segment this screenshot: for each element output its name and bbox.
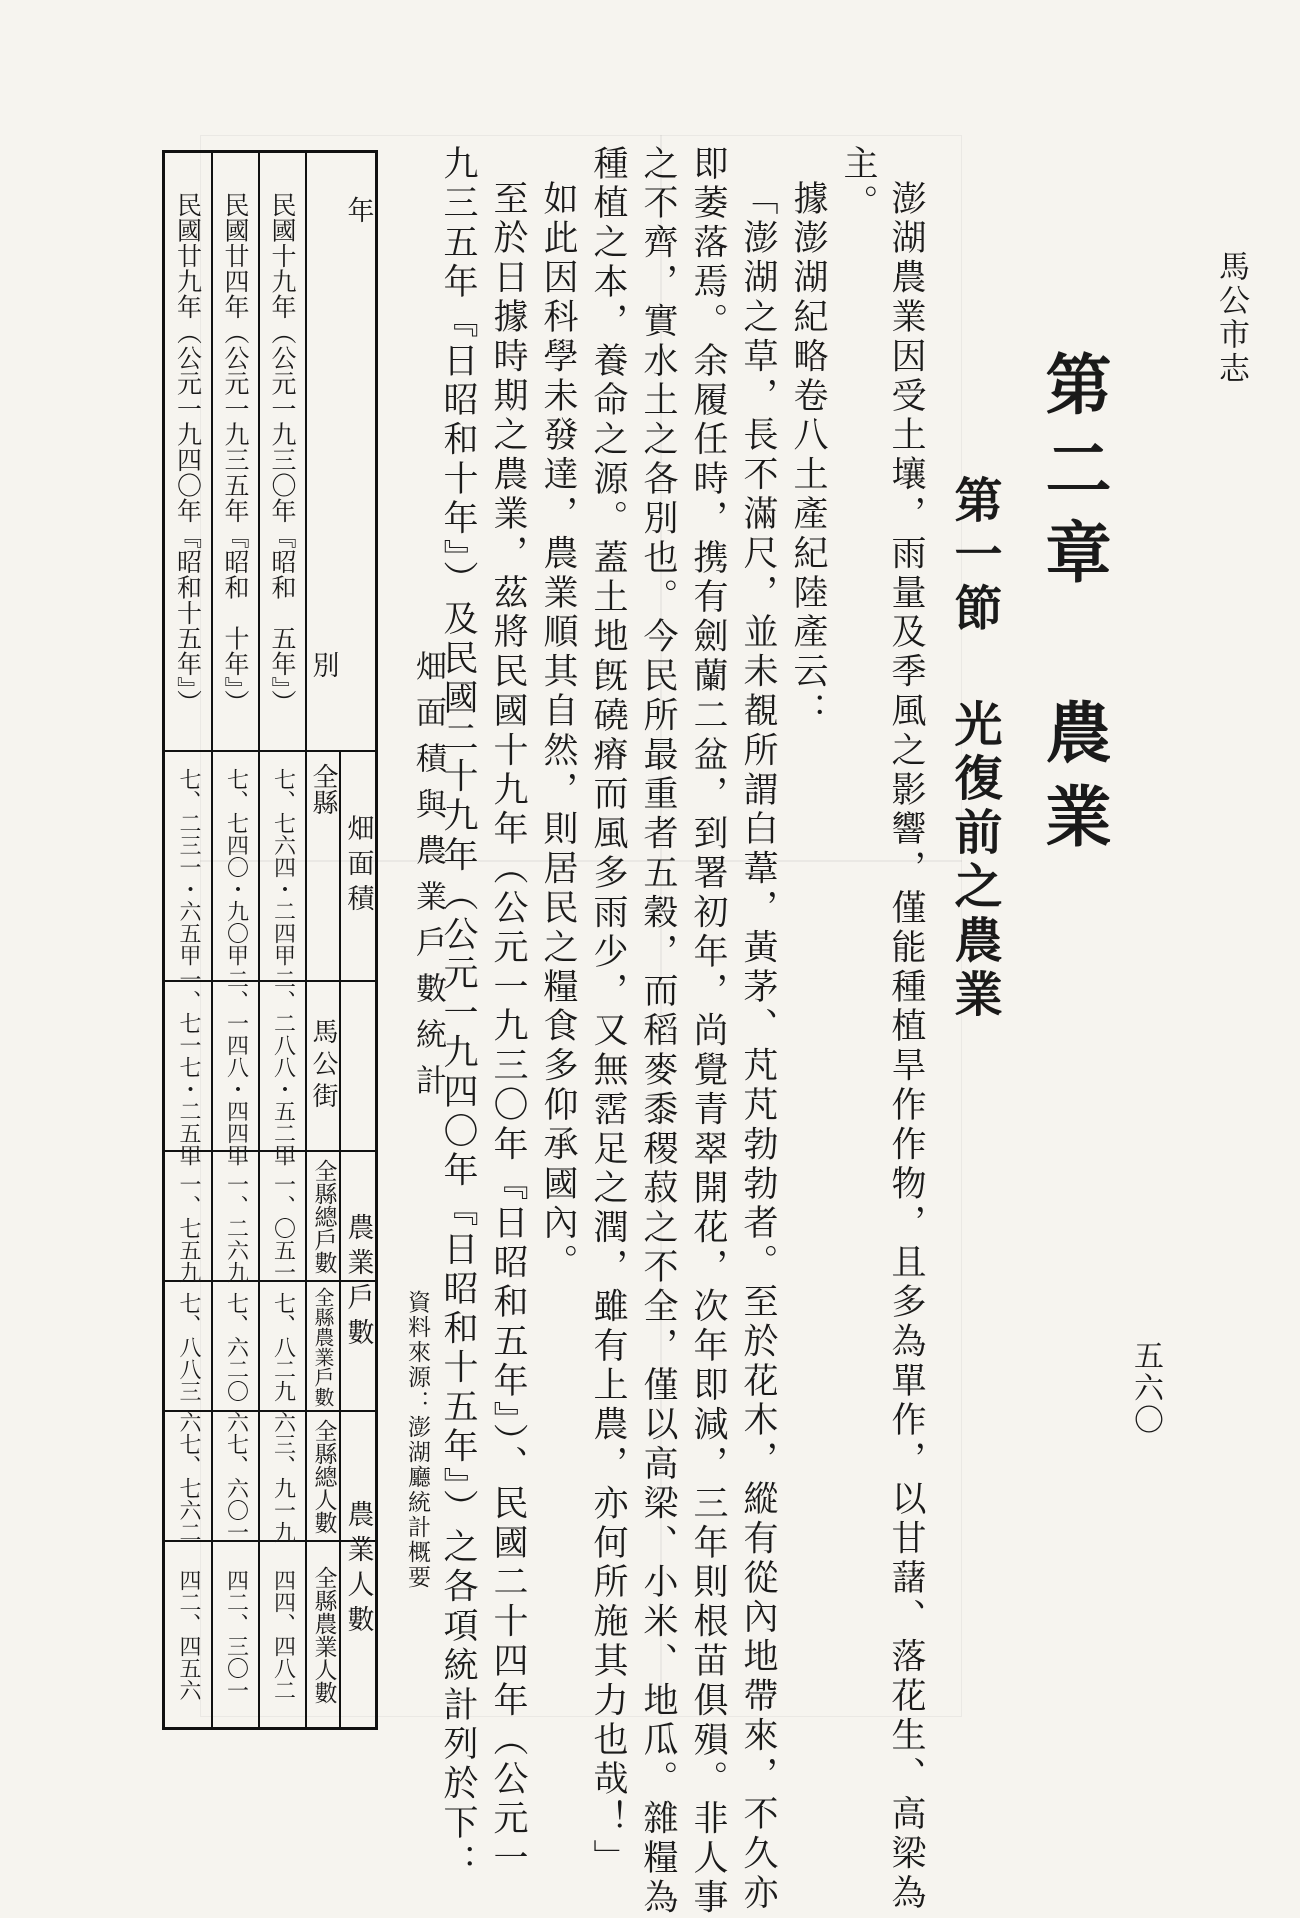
table-row-1940-year: 民國廿九年（公元一九四〇年『昭和十五年』） — [173, 192, 203, 715]
section-title: 第一節 光復前之農業 — [946, 475, 1002, 1023]
body-line: 之不齊，實水土之各別也。今民所最重者五穀，而稻麥黍稷菽之不全，僅以高梁、小米、地瓜。雜糧為 — [638, 145, 678, 1918]
chapter-title: 第二章 農業 — [1034, 350, 1112, 866]
body-line: 主。 — [838, 145, 878, 224]
table-row-1930-farm-people: 四四、四八二 — [270, 1569, 296, 1701]
table-row-1940-total-households: 一一、七五九 — [176, 1150, 201, 1283]
table-row-1935-total-households: 一一、二六九 — [223, 1150, 249, 1283]
table-title: 畑面積與農業戶數統計 — [410, 650, 446, 1110]
book-title: 馬公市志 — [1213, 250, 1249, 386]
table-row-1935-total-people: 六七、六〇一 — [223, 1410, 249, 1543]
header-bie: 別 — [307, 650, 339, 686]
col-header-total-people: 全縣總人數 — [310, 1419, 337, 1534]
col-header-county: 全縣 — [308, 763, 338, 815]
table-row-1940-farm-households: 七、八八三 — [176, 1291, 201, 1402]
group-header-farmland: 畑面積 — [342, 814, 374, 919]
body-line: 至於日據時期之農業，茲將民國十九年（公元一九三〇年『日昭和五年』）、民國二十四年（公元一 — [488, 180, 528, 1879]
table-row-1930-magong: 二、二八八・五二甲 — [270, 967, 296, 1166]
col-header-total-households: 全縣總戶數 — [310, 1159, 337, 1274]
table-row-1930-farm-households: 七、八二九 — [270, 1291, 296, 1402]
body-line: 九三五年『日昭和十年』）及民國二十九年（公元一九四〇年『日昭和十五年』）之各項統計列於下： — [438, 145, 478, 1883]
table-row-1935-farm-households: 七、六二〇 — [223, 1291, 249, 1402]
table-row-1935-year: 民國廿四年（公元一九三五年『昭和 十年』） — [221, 192, 250, 715]
statistics-table — [162, 150, 378, 1730]
group-header-people: 農業人數 — [342, 1500, 374, 1640]
col-header-magong: 馬公街 — [308, 1017, 338, 1114]
table-row-1940-county: 七、二三一・六五甲 — [176, 767, 201, 966]
body-line: 如此因科學未發達，農業順其自然，則居民之糧食多仰承國內。 — [538, 180, 578, 1284]
table-row-1940-magong: 一、七一七・二五甲 — [176, 967, 201, 1166]
body-line: 種植之本，養命之源。蓋土地旣磽瘠而風多雨少，又無霑足之潤，雖有上農，亦何所施其力也哉！」 — [588, 145, 628, 1879]
body-line: 據澎湖紀略卷八土產紀陸產云： — [788, 180, 828, 732]
table-row-1940-total-people: 六七、七六二 — [176, 1410, 201, 1543]
page-number: 五六〇 — [1128, 1340, 1163, 1436]
table-row-1935-county: 七、七四〇・九〇甲 — [223, 767, 249, 966]
table-row-1930-total-households: 一一、〇五一 — [270, 1150, 296, 1283]
table-row-1935-magong: 二、一四八・四四甲 — [223, 967, 249, 1166]
body-line: 「澎湖之草，長不滿尺，並未覩所謂白葦，黃茅、芃芃勃勃者。至於花木，縱有從內地帶來，不久亦 — [738, 180, 778, 1914]
table-row-1930-year: 民國十九年（公元一九三〇年『昭和 五年』） — [268, 192, 297, 715]
table-row-1930-county: 七、七六四・二四甲 — [270, 767, 296, 966]
body-line: 澎湖農業因受土壤，雨量及季風之影響，僅能種植旱作作物，且多為單作，以甘藷、落花生、高梁為 — [886, 180, 926, 1914]
table-row-1930-total-people: 六三、九一九 — [270, 1410, 296, 1543]
group-header-households: 農業戶數 — [342, 1213, 374, 1353]
col-header-farm-households: 全縣農業戶數 — [311, 1286, 335, 1407]
body-line: 即萎落焉。余履任時，携有劍蘭二盆，到署初年，尚覺青翠開花，次年即減，三年則根苗俱殞。非人事 — [688, 145, 728, 1918]
header-year: 年 — [342, 195, 374, 231]
table-row-1935-farm-people: 四二、三〇一 — [223, 1569, 249, 1701]
table-source: 資料來源：澎湖廳統計概要 — [404, 1290, 430, 1590]
table-row-1940-farm-people: 四二、四五六 — [176, 1569, 201, 1701]
col-header-farm-people: 全縣農業人數 — [310, 1566, 337, 1704]
